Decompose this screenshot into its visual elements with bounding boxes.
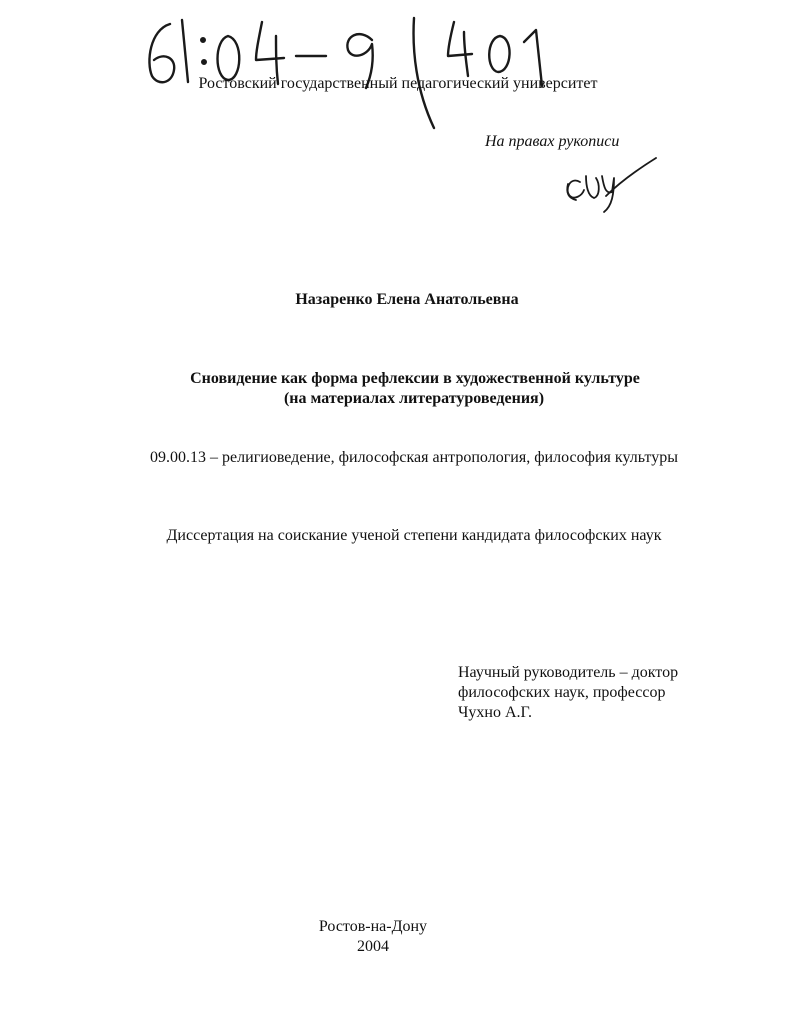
author-name: Назаренко Елена Анатольевна bbox=[295, 291, 519, 308]
dissertation-title-line1: Сновидение как форма рефлексии в художественной культуре bbox=[190, 370, 640, 387]
dissertation-title-line2: (на материалах литературоведения) bbox=[283, 390, 545, 407]
institution-name: Ростовский государственный педагогический университет bbox=[198, 75, 598, 92]
supervisor-line2: философских наук, профессор bbox=[458, 684, 666, 701]
manuscript-rights-note: На правах рукописи bbox=[485, 133, 620, 150]
degree-statement: Диссертация на соискание ученой степени кандидата философских наук bbox=[166, 527, 662, 544]
specialty-code: 09.00.13 – религиоведение, философская антропология, философия культуры bbox=[150, 449, 678, 466]
supervisor-name: Чухно А.Г. bbox=[458, 704, 532, 721]
city: Ростов-на-Дону bbox=[318, 918, 428, 935]
year: 2004 bbox=[357, 938, 389, 955]
supervisor-line1: Научный руководитель – доктор bbox=[458, 664, 679, 681]
